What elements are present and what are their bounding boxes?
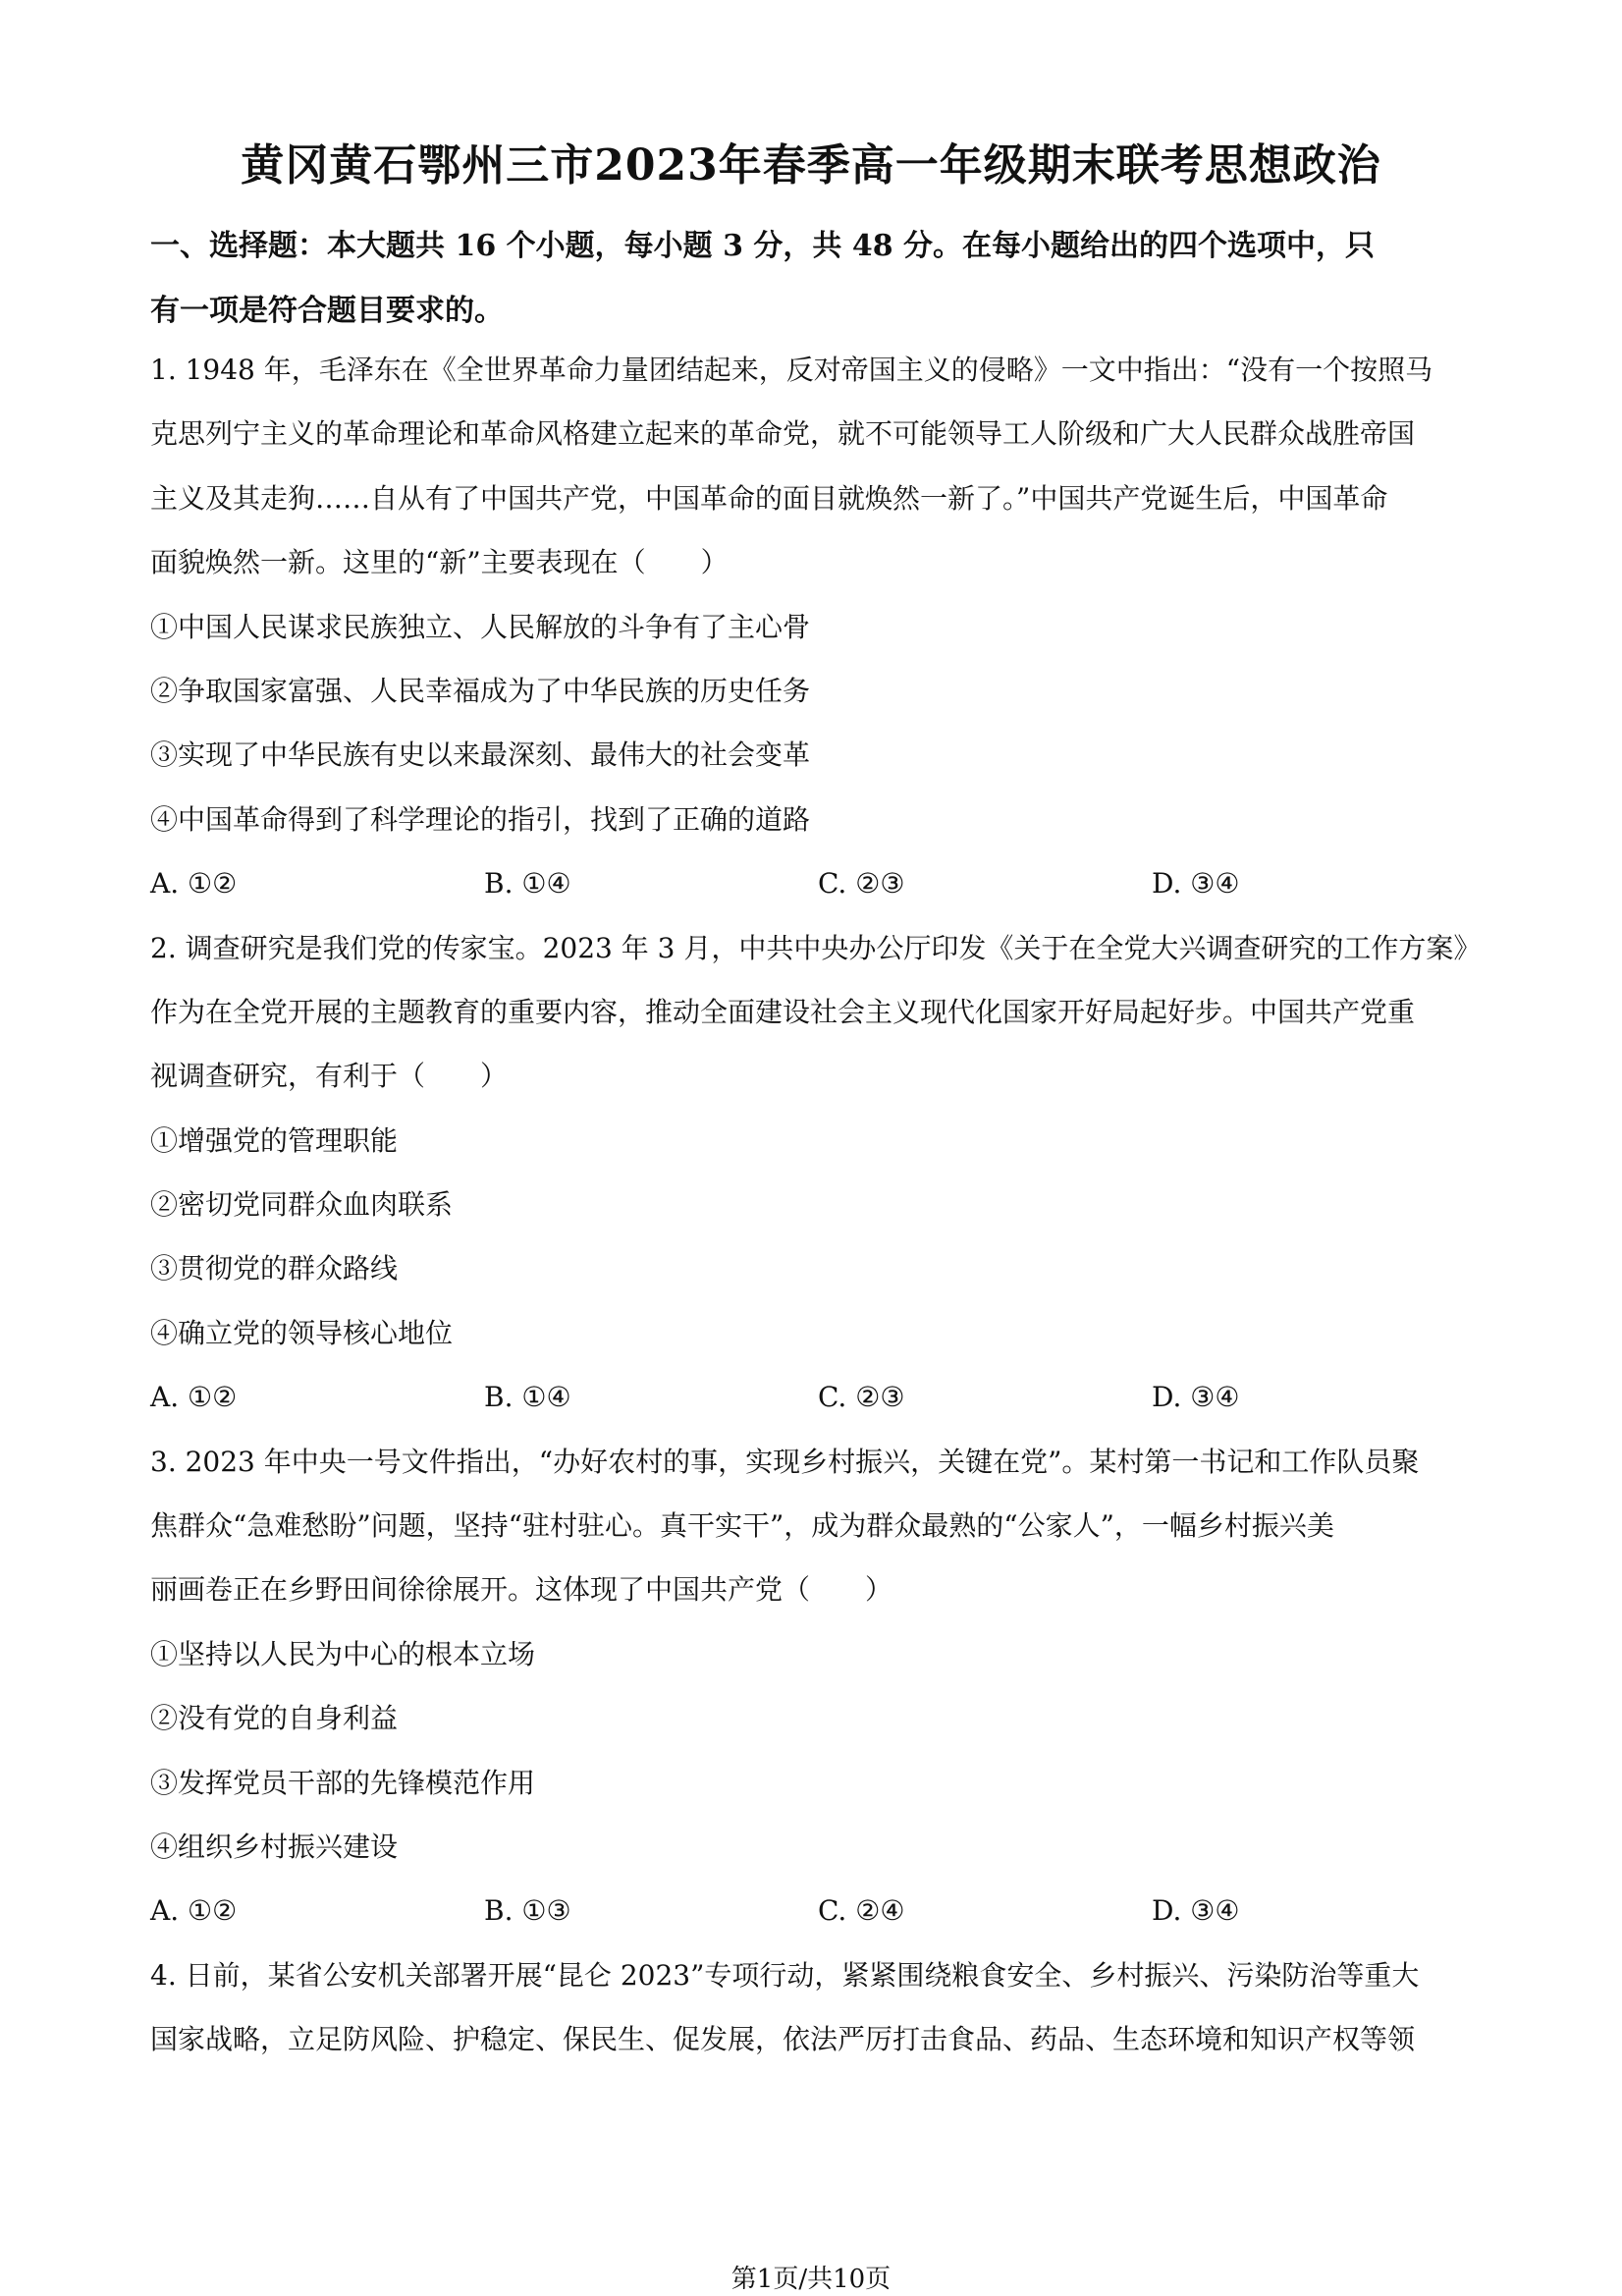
statement-item: ②密切党同群众血肉联系	[150, 1188, 454, 1222]
statement-item: ③贯彻党的群众路线	[150, 1252, 399, 1285]
question-3	[150, 1430, 1486, 1943]
option-c: C. ②④	[818, 1894, 905, 1928]
statement-item: ④确立党的领导核心地位	[150, 1316, 454, 1349]
section-heading-line: 有一项是符合题目要求的。	[150, 294, 504, 328]
option-c: C. ②③	[818, 1381, 905, 1414]
statement-item: ①中国人民谋求民族独立、人民解放的斗争有了主心骨	[150, 610, 811, 643]
question-stem-line: 4. 日前，某省公安机关部署开展“昆仑 2023”专项行动，紧紧围绕粮食安全、乡村振兴、污染防治等重大	[150, 1958, 1420, 1992]
answer-options	[150, 1879, 1486, 1942]
statement-item: ③发挥党员干部的先锋模范作用	[150, 1766, 536, 1799]
question-list	[150, 338, 1486, 2072]
question-stem-line: 丽画卷正在乡野田间徐徐展开。这体现了中国共产党（ ）	[150, 1573, 893, 1607]
section-heading	[150, 214, 1486, 344]
question-stem-line: 克思列宁主义的革命理论和革命风格建立起来的革命党，就不可能领导工人阶级和广大人民群众战胜帝国	[150, 417, 1416, 451]
statement-item: ①坚持以人民为中心的根本立场	[150, 1637, 536, 1670]
question-stem-line: 视调查研究，有利于（ ）	[150, 1060, 509, 1093]
option-b: B. ①③	[484, 1894, 571, 1928]
option-d: D. ③④	[1152, 1381, 1240, 1414]
question-stem-line: 国家战略，立足防风险、护稳定、保民生、促发展，依法严厉打击食品、药品、生态环境和知识产权等领	[150, 2023, 1416, 2056]
statement-item: ②争取国家富强、人民幸福成为了中华民族的历史任务	[150, 674, 811, 707]
option-d: D. ③④	[1152, 867, 1240, 901]
question-stem-line: 2. 调查研究是我们党的传家宝。2023 年 3 月，中共中央办公厅印发《关于在全党大兴调查研究的工作方案》	[150, 931, 1482, 964]
statement-item: ③实现了中华民族有史以来最深刻、最伟大的社会变革	[150, 738, 811, 772]
statement-item: ④中国革命得到了科学理论的指引，找到了正确的道路	[150, 802, 811, 836]
option-b: B. ①④	[484, 867, 571, 901]
question-stem-line: 焦群众“急难愁盼”问题，坚持“驻村驻心。真干实干”，成为群众最熟的“公家人”，一幅乡村振兴美	[150, 1509, 1334, 1543]
option-c: C. ②③	[818, 867, 905, 901]
statement-item: ②没有党的自身利益	[150, 1702, 399, 1735]
question-stem-line: 主义及其走狗……自从有了中国共产党，中国革命的面目就焕然一新了。”中国共产党诞生后，中国革命	[150, 481, 1388, 515]
page-footer: 第1页/共10页	[730, 2265, 892, 2294]
question-stem-line: 面貌焕然一新。这里的“新”主要表现在（ ）	[150, 546, 729, 579]
question-4	[150, 1943, 1486, 2072]
answer-options	[150, 1365, 1486, 1429]
question-1	[150, 338, 1486, 916]
question-stem-line: 3. 2023 年中央一号文件指出，“办好农村的事，实现乡村振兴，关键在党”。某村第一书记和工作队员聚	[150, 1445, 1420, 1478]
option-b: B. ①④	[484, 1381, 571, 1414]
question-2	[150, 916, 1486, 1430]
question-stem-line: 作为在全党开展的主题教育的重要内容，推动全面建设社会主义现代化国家开好局起好步。中国共产党重	[150, 995, 1416, 1028]
option-a: A. ①②	[150, 1381, 238, 1414]
exam-title: 黄冈黄石鄂州三市2023年春季高一年级期末联考思想政治	[241, 140, 1381, 191]
statement-item: ①增强党的管理职能	[150, 1123, 399, 1157]
option-a: A. ①②	[150, 867, 238, 901]
statement-item: ④组织乡村振兴建设	[150, 1830, 399, 1863]
option-a: A. ①②	[150, 1894, 238, 1928]
section-heading-line: 一、选择题：本大题共 16 个小题，每小题 3 分，共 48 分。在每小题给出的四个选项中，只	[150, 229, 1376, 263]
answer-options	[150, 851, 1486, 915]
question-stem-line: 1. 1948 年，毛泽东在《全世界革命力量团结起来，反对帝国主义的侵略》一文中指出：“没有一个按照马	[150, 354, 1433, 386]
option-d: D. ③④	[1152, 1894, 1240, 1928]
